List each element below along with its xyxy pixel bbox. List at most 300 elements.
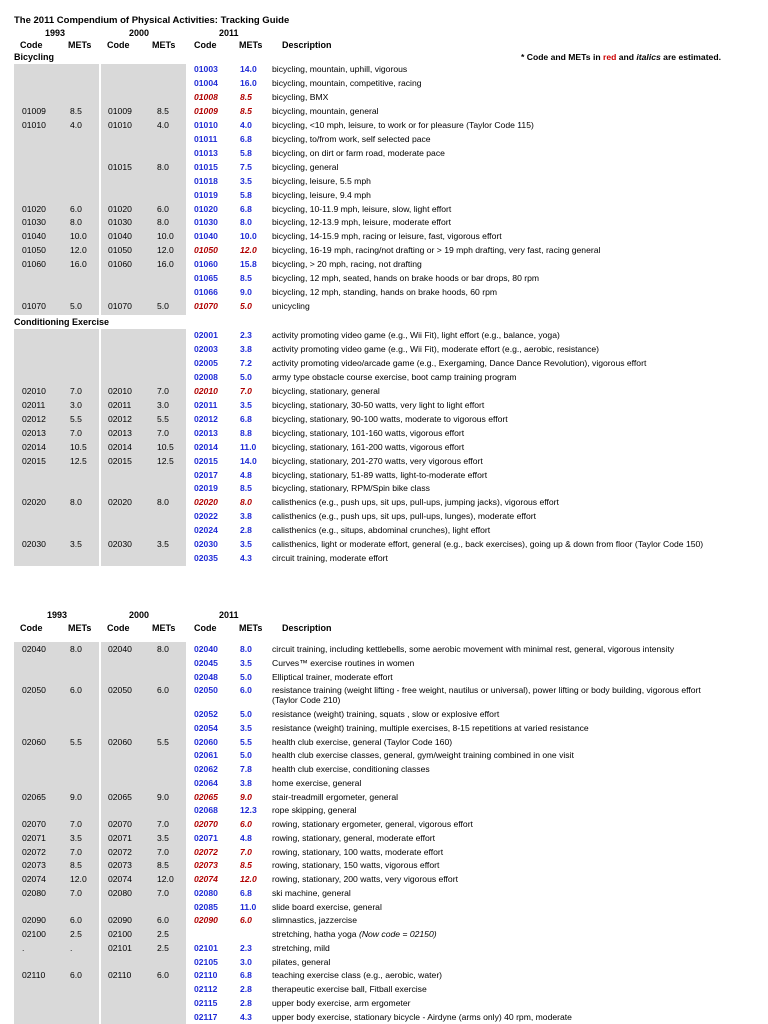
mets-1993-cell: 2.5: [70, 929, 82, 939]
mets-1993-cell: 6.0: [70, 915, 82, 926]
description-cell: [272, 525, 490, 535]
code-2000-cell: 02074: [108, 874, 132, 884]
description-cell: [272, 553, 388, 563]
mets-2000-cell: 8.0: [157, 644, 169, 654]
mets-1993-cell: 9.0: [70, 791, 82, 802]
description-text: bicycling, stationary, general: [272, 385, 380, 396]
description-text: bicycling, leisure, 5.5 mph: [272, 175, 371, 186]
description-text: stair-treadmill ergometer, general: [272, 791, 399, 802]
code-2011-cell: 02008: [194, 371, 218, 382]
mets-2011-cell: 4.3: [240, 1011, 252, 1022]
description-cell: [272, 190, 371, 200]
mets-2011-cell: 6.8: [240, 970, 252, 981]
description-cell: [272, 204, 451, 214]
description-cell: [272, 456, 483, 466]
code-1993-cell: 02100: [22, 929, 46, 939]
description-continuation: (Taylor Code 210): [272, 695, 341, 706]
description-text: bicycling, stationary, 161-200 watts, vigorous effort: [272, 441, 465, 452]
code-1993-cell: 01010: [22, 119, 46, 130]
code-2011-cell: 02045: [194, 657, 218, 668]
code-2011-cell: 02010: [194, 385, 218, 396]
description-text: activity promoting video game (e.g., Wii Fit), moderate effort (e.g., aerobic, resistance): [272, 343, 600, 354]
code-2011-cell: 02105: [194, 956, 218, 967]
description-text: rowing, stationary, 100 watts, moderate effort: [272, 846, 444, 857]
mets-2011-cell: 15.8: [240, 259, 257, 270]
description-text: stretching, mild: [272, 942, 330, 953]
code-2011-cell: 02005: [194, 357, 218, 368]
mets-2011-cell: 8.0: [240, 497, 252, 508]
mets-2000-cell: 6.0: [157, 685, 169, 696]
description-text: bicycling, stationary, 30-50 watts, very light to light effort: [272, 399, 485, 410]
mets-2011-cell: 8.5: [240, 273, 252, 284]
mets-1993-cell: 7.0: [70, 846, 82, 857]
description-text: health club exercise, conditioning classes: [272, 764, 430, 774]
mets-1993-cell: 10.5: [70, 441, 87, 452]
mets-2011-cell: 8.8: [240, 427, 252, 438]
section-conditioning-exercise: Conditioning Exercise: [14, 317, 110, 327]
description-text: bicycling, stationary, 90-100 watts, moderate to vigorous effort: [272, 413, 508, 424]
mets-2011-cell: 4.8: [240, 469, 252, 480]
mets-2000-cell: 12.0: [157, 874, 174, 884]
code-1993-cell: 02050: [22, 685, 46, 696]
mets-2000-cell: 8.0: [157, 497, 169, 508]
code-1993-cell: 01040: [22, 231, 46, 242]
mets-1993-cell: 12.0: [70, 245, 87, 256]
mets-1993-heading: METs: [68, 40, 92, 50]
mets-2011-cell: 14.0: [240, 455, 257, 466]
mets-2000-cell: 10.5: [157, 441, 174, 452]
code-2000-cell: 01050: [108, 245, 132, 256]
description-text: health club exercise classes, general, gym/weight training combined in one visit: [272, 750, 574, 761]
code-2000-cell: 02110: [108, 970, 132, 981]
code-2011-cell: 01030: [194, 217, 218, 228]
code-2000-cell: 02010: [108, 385, 132, 396]
description-text: bicycling, 16-19 mph, racing/not drafting or > 19 mph drafting, very fast, racing general: [272, 245, 601, 256]
description-cell: [272, 120, 534, 130]
mets-2011-cell: 5.8: [240, 147, 252, 158]
mets-2011-cell: 5.0: [240, 671, 252, 682]
code-2000-cell: 01070: [108, 301, 132, 312]
description-text: activity promoting video/arcade game (e.g., Exergaming, Dance Dance Revolution), vigorous effort: [272, 357, 647, 368]
code-2000-cell: 02020: [108, 497, 132, 508]
code-2000-cell: 01030: [108, 217, 132, 228]
code-2011-cell: 02050: [194, 685, 218, 696]
mets-1993-cell: 8.0: [70, 644, 82, 654]
code-1993-cell: 02011: [22, 399, 46, 410]
p2-code-1993-heading: Code: [20, 623, 43, 633]
description-text: bicycling, stationary, 201-270 watts, very vigorous effort: [272, 455, 483, 466]
code-1993-cell: 02065: [22, 791, 46, 802]
description-text: activity promoting video game (e.g., Wii Fit), light effort (e.g., balance, yoga): [272, 330, 560, 340]
code-2000-cell: 01040: [108, 231, 132, 242]
description-cell: [272, 245, 600, 255]
code-1993-cell: 01050: [22, 245, 46, 256]
mets-1993-cell: 7.0: [70, 819, 82, 829]
code-2011-cell: 01065: [194, 273, 218, 284]
shade-2000-col-p1a: [101, 64, 186, 315]
code-1993-cell: 02072: [22, 846, 46, 857]
code-2000-cell: 02030: [108, 539, 132, 550]
mets-2011-cell: 7.0: [240, 385, 252, 396]
description-cell: [272, 874, 458, 884]
p2-year-2011-heading: 2011: [219, 610, 239, 620]
code-2000-cell: 02065: [108, 791, 132, 802]
description-cell: [272, 970, 442, 980]
description-cell: [272, 888, 351, 898]
code-2000-cell: 02011: [108, 399, 132, 410]
code-1993-cell: 02014: [22, 441, 46, 452]
mets-2000-cell: 5.0: [157, 301, 169, 312]
description-text: Elliptical trainer, moderate effort: [272, 671, 393, 682]
code-2000-cell: 02014: [108, 441, 132, 452]
mets-2011-cell: 2.3: [240, 942, 252, 953]
year-2000-heading: 2000: [129, 28, 150, 38]
description-cell: [272, 217, 451, 227]
description-text: bicycling, stationary, 101-160 watts, vigorous effort: [272, 427, 465, 438]
code-2011-cell: 02062: [194, 764, 218, 774]
code-2011-cell: 02054: [194, 722, 218, 733]
description-text: calisthenics, light or moderate effort, general (e.g., back exercises), going up & down from floor (Taylor Code 150): [272, 539, 704, 550]
code-2011-cell: 01010: [194, 119, 218, 130]
year-2011-heading: 2011: [219, 28, 239, 38]
description-cell: [272, 902, 382, 912]
description-cell: [272, 148, 445, 158]
mets-2011-cell: 11.0: [240, 901, 257, 912]
mets-1993-cell: 8.5: [70, 860, 82, 871]
code-2000-heading: Code: [107, 40, 130, 50]
description-text: army type obstacle course exercise, boot camp training program: [272, 371, 517, 382]
description-text: bicycling, general: [272, 161, 339, 172]
mets-2000-cell: 3.5: [157, 832, 169, 843]
description-text: rowing, stationary ergometer, general, vigorous effort: [272, 819, 473, 829]
description-text: bicycling, 10-11.9 mph, leisure, slow, light effort: [272, 203, 452, 214]
mets-1993-cell: 3.5: [70, 539, 82, 550]
code-1993-cell: 02013: [22, 427, 46, 438]
code-2000-cell: 01015: [108, 161, 132, 172]
mets-2011-cell: 3.8: [240, 511, 252, 522]
code-1993-cell: 02010: [22, 385, 46, 396]
mets-1993-cell: 3.5: [70, 832, 82, 843]
mets-2011-cell: 3.8: [240, 343, 252, 354]
mets-2011-cell: 12.3: [240, 805, 257, 816]
mets-2011-cell: 5.5: [240, 736, 252, 747]
mets-2011-cell: 5.8: [240, 189, 252, 200]
description-cell: [272, 915, 357, 925]
p2-mets-2011-heading: METs: [239, 623, 263, 633]
description-cell: [272, 750, 574, 760]
description-text: resistance training (weight lifting - free weight, nautilus or universal), power lifting or body building, vigorous effort: [272, 685, 701, 696]
code-1993-cell: 02070: [22, 819, 46, 829]
description-cell: [272, 273, 539, 283]
code-2000-cell: 01020: [108, 203, 132, 214]
mets-1993-cell: 8.5: [70, 105, 82, 116]
code-1993-cell: 01060: [22, 259, 46, 270]
description-cell: [272, 414, 508, 424]
code-2011-cell: 02003: [194, 343, 218, 354]
code-2011-cell: 02012: [194, 413, 218, 424]
mets-1993-cell: 3.0: [70, 399, 82, 410]
code-2011-cell: 02040: [194, 644, 218, 654]
code-2011-cell: 02001: [194, 330, 218, 340]
code-1993-cell: 01020: [22, 203, 46, 214]
code-2000-cell: 01009: [108, 105, 132, 116]
description-cell: [272, 672, 393, 682]
code-2011-cell: 02065: [194, 791, 218, 802]
description-text: slide board exercise, general: [272, 901, 382, 912]
description-text: bicycling, stationary, 51-89 watts, light-to-moderate effort: [272, 469, 488, 480]
description-cell: [272, 64, 407, 74]
description-cell: [272, 386, 380, 396]
code-1993-cell: 02040: [22, 644, 46, 654]
mets-2000-cell: 9.0: [157, 791, 169, 802]
mets-2011-cell: 12.0: [240, 874, 257, 884]
description-cell: [272, 162, 338, 172]
mets-1993-cell: .: [70, 942, 73, 953]
description-text: calisthenics (e.g., situps, abdominal crunches), light effort: [272, 525, 491, 536]
p2-mets-1993-heading: METs: [68, 623, 92, 633]
description-cell: [272, 134, 431, 144]
mets-2011-cell: 3.5: [240, 657, 252, 668]
code-2000-cell: 01060: [108, 259, 132, 270]
mets-2000-cell: 5.5: [157, 736, 169, 747]
code-2011-cell: 01004: [194, 77, 218, 88]
mets-2011-cell: 8.5: [240, 91, 252, 102]
mets-2000-cell: 8.5: [157, 860, 169, 871]
description-text: upper body exercise, arm ergometer: [272, 997, 411, 1008]
mets-2011-cell: 5.0: [240, 371, 252, 382]
mets-2011-cell: 16.0: [240, 77, 257, 88]
code-1993-cell: 02071: [22, 832, 46, 843]
mets-2011-cell: 6.0: [240, 915, 252, 926]
mets-2011-cell: 3.0: [240, 956, 252, 967]
description-cell: [272, 723, 589, 733]
code-2000-cell: 02012: [108, 413, 132, 424]
mets-2000-heading: METs: [152, 40, 176, 50]
mets-2011-cell: 6.8: [240, 413, 252, 424]
code-2000-cell: 02015: [108, 455, 132, 466]
description-text: bicycling, mountain, general: [272, 105, 379, 116]
mets-2011-cell: 3.5: [240, 722, 252, 733]
code-1993-cell: 02074: [22, 874, 46, 884]
mets-2011-cell: 12.0: [240, 245, 257, 256]
mets-2011-cell: 6.8: [240, 133, 252, 144]
code-2011-cell: 02101: [194, 942, 218, 953]
description-cell: [272, 442, 464, 452]
code-2011-cell: 02061: [194, 750, 218, 761]
mets-1993-cell: 6.0: [70, 685, 82, 696]
mets-2011-cell: 7.0: [240, 846, 252, 857]
code-1993-cell: 02020: [22, 497, 46, 508]
mets-2011-cell: 8.5: [240, 860, 252, 871]
code-2000-cell: 02050: [108, 685, 132, 696]
mets-2000-cell: 2.5: [157, 929, 169, 939]
description-text: bicycling, mountain, uphill, vigorous: [272, 64, 408, 74]
description-text: bicycling, 14-15.9 mph, racing or leisure, fast, vigorous effort: [272, 231, 502, 242]
mets-2000-cell: 6.0: [157, 915, 169, 926]
mets-2000-cell: 2.5: [157, 942, 169, 953]
code-2011-cell: 01066: [194, 287, 218, 298]
mets-2011-cell: 11.0: [240, 441, 257, 452]
description-text: ski machine, general: [272, 887, 351, 898]
mets-2000-cell: 12.0: [157, 245, 174, 256]
mets-2011-cell: 10.0: [240, 231, 257, 242]
description-text: stretching, hatha yoga: [272, 929, 359, 939]
code-2000-cell: 02090: [108, 915, 132, 926]
description-cell: [272, 778, 361, 788]
description-text: bicycling, to/from work, self selected pace: [272, 133, 431, 144]
code-2011-cell: 01070: [194, 301, 218, 312]
description-text: health club exercise, general (Taylor Code 160): [272, 736, 453, 747]
code-2011-cell: 02074: [194, 874, 218, 884]
description-cell: [272, 301, 310, 311]
mets-2011-cell: 9.0: [240, 287, 252, 298]
description-cell: [272, 984, 427, 994]
mets-1993-cell: 7.0: [70, 427, 82, 438]
description-cell: [272, 470, 487, 480]
mets-2011-cell: 8.0: [240, 217, 252, 228]
code-2011-cell: 02115: [194, 997, 218, 1008]
description-text: rope skipping, general: [272, 805, 357, 816]
mets-1993-cell: 12.0: [70, 874, 87, 884]
description-text: unicycling: [272, 301, 310, 312]
code-2000-cell: 02013: [108, 427, 132, 438]
estimated-note: * Code and METs in red and italics are estimated.: [521, 52, 721, 62]
code-2000-cell: 02101: [108, 942, 132, 953]
mets-1993-cell: 12.5: [70, 455, 87, 466]
p2-description-heading: Description: [282, 623, 332, 633]
mets-2000-cell: 7.0: [157, 385, 169, 396]
description-text: circuit training, moderate effort: [272, 553, 388, 564]
description-cell: [272, 231, 502, 241]
mets-2011-cell: 6.8: [240, 887, 252, 898]
mets-2000-cell: 5.5: [157, 413, 169, 424]
code-2011-cell: 02073: [194, 860, 218, 871]
description-text: rowing, stationary, 200 watts, very vigorous effort: [272, 874, 458, 884]
description-cell: [272, 709, 499, 719]
mets-2011-cell: 8.0: [240, 644, 252, 654]
mets-2000-cell: 8.0: [157, 217, 169, 228]
code-2011-cell: 02060: [194, 736, 218, 747]
mets-1993-cell: 10.0: [70, 231, 87, 242]
mets-2011-cell: 14.0: [240, 64, 257, 74]
mets-2011-cell: 2.3: [240, 330, 252, 340]
code-2011-cell: 01060: [194, 259, 218, 270]
description-cell: [272, 685, 701, 695]
code-2011-cell: 02068: [194, 805, 218, 816]
description-cell: [272, 998, 411, 1008]
mets-2000-cell: 8.5: [157, 105, 169, 116]
code-2011-cell: 02070: [194, 819, 218, 829]
p2-mets-2000-heading: METs: [152, 623, 176, 633]
mets-2000-cell: 6.0: [157, 203, 169, 214]
description-text: slimnastics, jazzercise: [272, 915, 358, 926]
code-2011-cell: 01013: [194, 147, 218, 158]
description-cell: [272, 428, 464, 438]
mets-2011-cell: 6.8: [240, 203, 252, 214]
code-2011-cell: 02015: [194, 455, 218, 466]
mets-2011-cell: 7.5: [240, 161, 252, 172]
mets-2011-cell: 4.0: [240, 119, 252, 130]
code-2000-cell: 02073: [108, 860, 132, 871]
description-cell: [272, 957, 330, 967]
mets-2000-cell: 7.0: [157, 819, 169, 829]
description-cell: [272, 287, 497, 297]
mets-1993-cell: 5.0: [70, 301, 82, 312]
code-2011-cell: 01050: [194, 245, 218, 256]
shade-1993-col-p1a: [14, 64, 99, 315]
code-2011-cell: 02014: [194, 441, 218, 452]
code-2000-cell: 02072: [108, 846, 132, 857]
description-text: bicycling, <10 mph, leisure, to work or for pleasure (Taylor Code 115): [272, 119, 534, 130]
description-text: bicycling, stationary, RPM/Spin bike class: [272, 483, 430, 494]
description-cell: [272, 805, 357, 815]
code-1993-cell: 02015: [22, 455, 46, 466]
mets-1993-cell: 5.5: [70, 413, 82, 424]
code-2011-cell: 02020: [194, 497, 218, 508]
code-2011-cell: 01040: [194, 231, 218, 242]
page-break: [0, 578, 768, 606]
description-cell: [272, 929, 437, 939]
code-1993-cell: 01009: [22, 105, 46, 116]
mets-2000-cell: 3.5: [157, 539, 169, 550]
description-text: resistance (weight) training, squats , slow or explosive effort: [272, 709, 500, 719]
description-text: bicycling, BMX: [272, 91, 329, 102]
code-2000-cell: 02060: [108, 736, 132, 747]
mets-2011-cell: 6.0: [240, 685, 252, 696]
description-cell: [272, 943, 330, 953]
code-2011-cell: 02117: [194, 1011, 218, 1022]
description-cell: [272, 511, 536, 521]
mets-2011-cell: 3.8: [240, 777, 252, 788]
code-2000-cell: 02040: [108, 644, 132, 654]
description-cell: [272, 372, 517, 382]
code-1993-cell: 02030: [22, 539, 46, 550]
description-cell: [272, 259, 422, 269]
description-text: teaching exercise class (e.g., aerobic, water): [272, 970, 443, 981]
mets-2000-cell: 7.0: [157, 887, 169, 898]
code-2011-cell: 01008: [194, 91, 218, 102]
mets-1993-cell: 7.0: [70, 385, 82, 396]
mets-2011-heading: METs: [239, 40, 263, 50]
mets-2000-cell: 7.0: [157, 846, 169, 857]
description-text: bicycling, 12 mph, standing, hands on brake hoods, 60 rpm: [272, 287, 498, 298]
description-cell: [272, 92, 328, 102]
mets-2011-cell: 3.5: [240, 539, 252, 550]
code-2011-cell: 02110: [194, 970, 218, 981]
section-bicycling: Bicycling: [14, 52, 55, 62]
code-1993-cell: 02060: [22, 736, 46, 747]
mets-2011-cell: 8.5: [240, 483, 252, 494]
code-2011-cell: 02112: [194, 984, 218, 994]
code-2011-cell: 02030: [194, 539, 218, 550]
code-2011-cell: 02085: [194, 901, 218, 912]
description-cell: [272, 792, 398, 802]
code-1993-cell: 02080: [22, 887, 46, 898]
description-text: bicycling, 12 mph, seated, hands on brake hoods or bar drops, 80 rpm: [272, 273, 540, 284]
code-1993-cell: 02110: [22, 970, 46, 981]
description-cell: [272, 819, 473, 829]
description-text: resistance (weight) training, multiple exercises, 8-15 repetitions at varied resistance: [272, 722, 589, 733]
mets-2000-cell: 12.5: [157, 455, 174, 466]
description-text: rowing, stationary, general, moderate effort: [272, 832, 436, 843]
description-text: bicycling, leisure, 9.4 mph: [272, 189, 371, 200]
code-2011-cell: 01015: [194, 161, 218, 172]
description-text: bicycling, on dirt or farm road, moderate pace: [272, 147, 445, 158]
description-text: upper body exercise, stationary bicycle - Airdyne (arms only) 40 rpm, moderate: [272, 1011, 572, 1022]
description-cell: [272, 497, 559, 507]
description-heading: Description: [282, 40, 332, 50]
mets-2011-cell: 5.0: [240, 750, 252, 761]
